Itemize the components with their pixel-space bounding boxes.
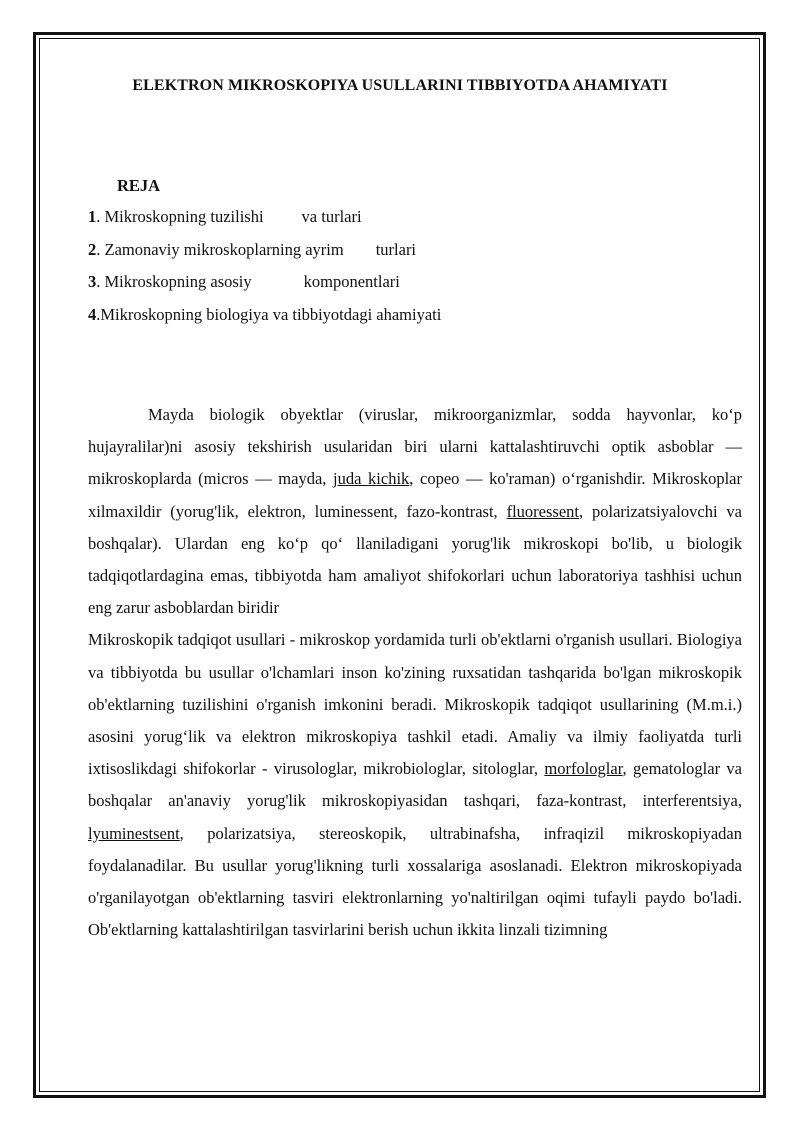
link-fluoressent[interactable]: fluoressent [506, 501, 579, 521]
paragraph-text: , gematologlar va boshqalar an'anaviy yorug'lik mikroskopiyasidan tashqari, faza-kontrast, interferentsiya, [88, 759, 742, 811]
plan-list [88, 207, 441, 337]
plan-item-text-cont: turlari [375, 239, 417, 259]
link-juda-kichik[interactable]: juda kichik [333, 469, 410, 489]
plan-item [88, 240, 441, 273]
plan-item [88, 272, 441, 305]
plan-item-number: 3 [88, 272, 97, 291]
plan-item [88, 207, 441, 240]
paragraph-text: Mayda biologik obyektlar (viruslar, mikroorganizmlar, sodda hayvonlar, ko‘p hujayralilar)ni asosiy tekshirish usularidan biri ularni kattalashtiruvchi optik asboblar — mikroskoplarda (micros — mayda, [88, 405, 742, 489]
document-title: ELEKTRON MIKROSKOPIYA USULLARINI TIBBIYOTDA AHAMIYATI [132, 77, 668, 94]
plan-item-text-cont: va turlari [301, 207, 362, 226]
paragraph-text: , polarizatsiya, stereoskopik, ultrabinafsha, infraqizil mikroskopiyadan foydalanadilar. Bu usullar yorug'likning turli xossalariga asoslanadi. Elektron mikroskopiyada o'rganilayotgan ob'ektlarning tasviri elektronlarning yo'naltirilgan oqimi tufayli paydo bo'ladi. Ob'ektlarning kattalashtirilgan tasvirlarini berish uchun ikkita linzali tizimning [88, 823, 742, 940]
plan-item [88, 305, 441, 338]
paragraph-text: Mikroskopik tadqiqot usullari - mikroskop yordamida turli ob'ektlarni o'rganish usullari. Biologiya va tibbiyotda bu usullar o'lchamlari inson ko'zining ruxsatidan tashqarida bo'lgan mikroskopik ob'ektlarning tuzilishini o'rganish imkonini beradi. Mikroskopik tadqiqot usullarining (M.m.i.) asosini yorug‘lik va elektron mikroskopiya tashkil etadi. Amaliy va ilmiy faoliyatda turli ixtisoslikdagi shifokorlar - virusologlar, mikrobiologlar, sitologlar, [88, 630, 742, 779]
paragraph-text: , polarizatsiyalovchi va boshqalar). Ulardan eng ko‘p qo‘ llaniladigani yorug'lik mikroskopi bo'lib, u biologik tadqiqotlardagina emas, tibbiyotda ham amaliyot shifokorlari uchun laboratoriya tashhisi uchun eng zarur asboblardan biridir [88, 501, 742, 618]
plan-item-text: . Mikroskopning asosiy [96, 272, 252, 291]
plan-item-number: 2 [88, 239, 97, 259]
plan-item-text: . Mikroskopning tuzilishi [96, 207, 264, 226]
body-text [88, 399, 742, 946]
plan-item-number: 4 [88, 304, 97, 324]
paragraph-2 [88, 624, 742, 946]
plan-item-text-cont: komponentlari [303, 272, 400, 291]
paragraph-text: , copeo — ko'raman) o‘rganishdir. Mikroskoplar xilmaxildir (yorug'lik, elektron, luminessent, fazo-kontrast, [88, 469, 742, 521]
link-lyuminestsent[interactable]: lyuminestsent [88, 823, 180, 843]
plan-item-text: . Zamonaviy mikroskoplarning ayrim [96, 239, 344, 259]
plan-heading: REJA [117, 176, 161, 195]
plan-item-text: .Mikroskopning biologiya va tibbiyotdagi ahamiyati [96, 304, 442, 324]
plan-item-number: 1 [88, 207, 97, 226]
paragraph-1 [88, 399, 742, 624]
link-morfologlar[interactable]: morfologlar [544, 759, 623, 779]
